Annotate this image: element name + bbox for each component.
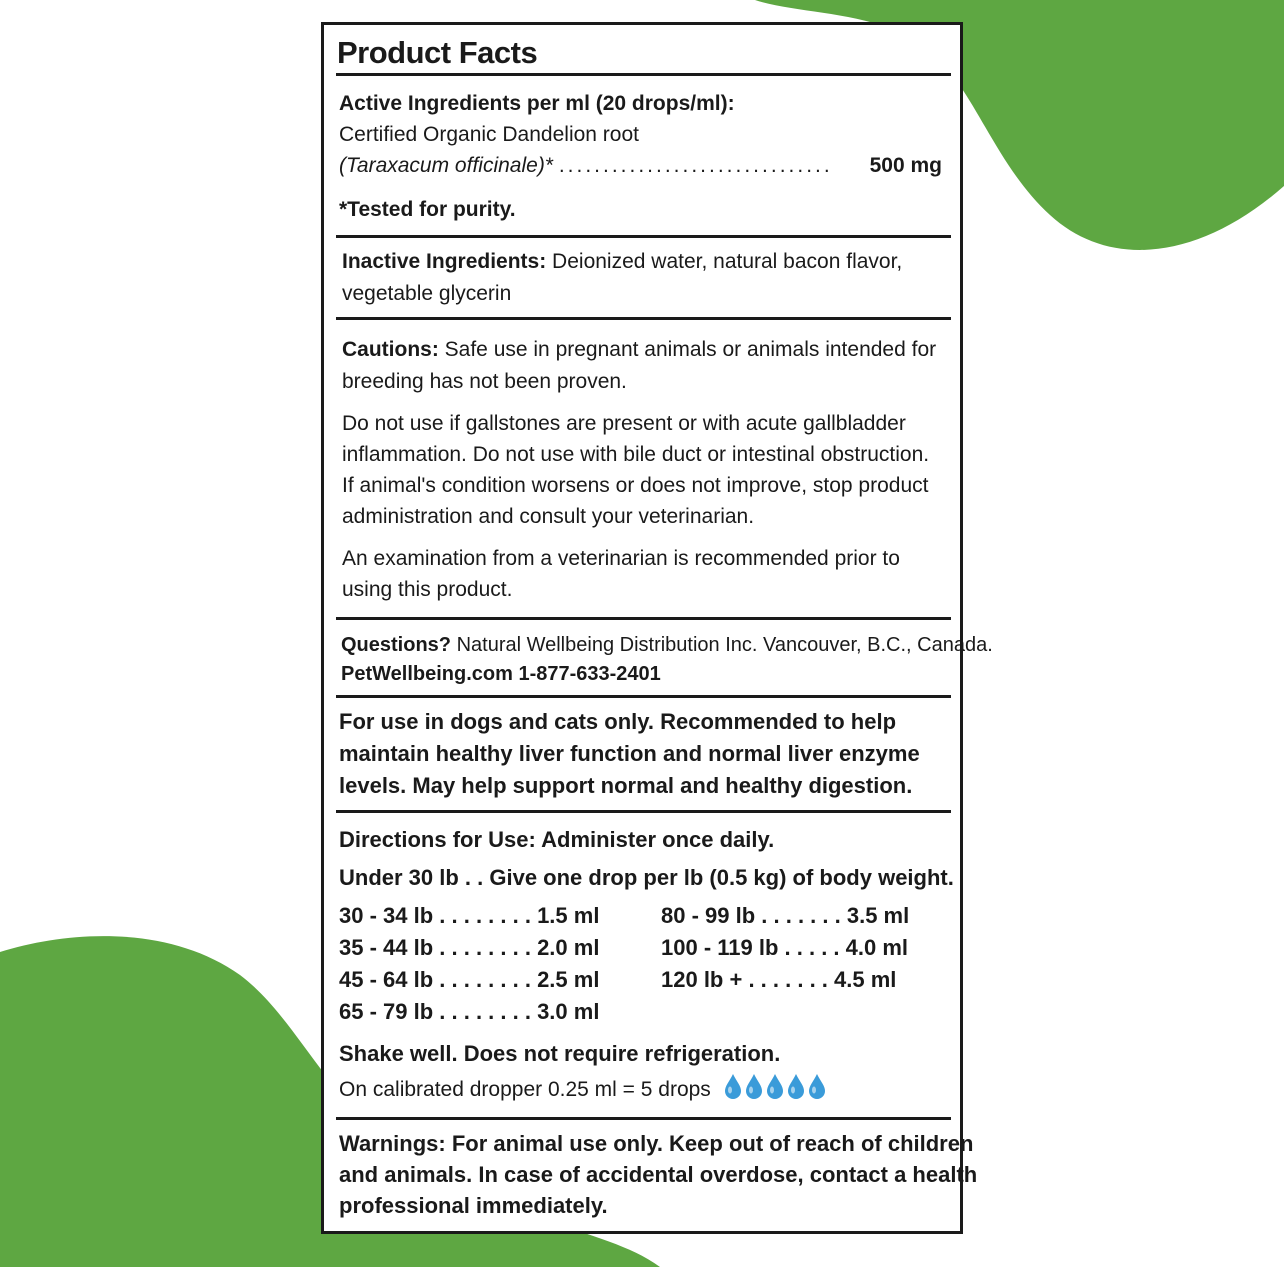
active-ingredient-name: Certified Organic Dandelion root: [339, 123, 639, 146]
cautions-p2-l2: inflammation. Do not use with bile duct or intestinal obstruction.: [342, 443, 930, 466]
divider: [336, 810, 951, 813]
leader-dots: ...............................: [558, 154, 833, 177]
cautions-p2-l4: administration and consult your veterinarian.: [342, 505, 755, 528]
use-statement-l2: maintain healthy liver function and normal liver enzyme: [339, 741, 920, 766]
cautions-text: Safe use in pregnant animals or animals intended for: [438, 338, 937, 361]
divider: [336, 695, 951, 698]
dosage-row: 80 - 99 lb . . . . . . . 3.5 ml: [661, 903, 910, 928]
directions-heading: Directions for Use: Administer once daily.: [339, 827, 775, 852]
cautions-p3-l1: An examination from a veterinarian is recommended prior to: [342, 547, 900, 570]
dosage-row: 120 lb + . . . . . . . 4.5 ml: [661, 967, 897, 992]
active-ingredient-row: [339, 153, 942, 178]
divider: [336, 235, 951, 238]
dropper-text: On calibrated dropper 0.25 ml = 5 drops: [339, 1078, 711, 1101]
active-ingredient-latin: (Taraxacum officinale)*: [339, 154, 553, 177]
dosage-row: 35 - 44 lb . . . . . . . . 2.0 ml: [339, 935, 600, 960]
divider: [336, 1117, 951, 1120]
directions-under-30: Under 30 lb . . Give one drop per lb (0.5 kg) of body weight.: [339, 865, 954, 890]
warnings-l3: professional immediately.: [339, 1193, 608, 1218]
divider: [336, 73, 951, 76]
questions-label: Questions?: [341, 634, 452, 656]
dosage-row: 30 - 34 lb . . . . . . . . 1.5 ml: [339, 903, 600, 928]
cautions-p2-l1: Do not use if gallstones are present or with acute gallbladder: [342, 412, 906, 435]
inactive-text-line2: vegetable glycerin: [342, 282, 512, 305]
inactive-ingredients: [342, 249, 902, 274]
dosage-row: 65 - 79 lb . . . . . . . . 3.0 ml: [339, 999, 600, 1024]
cautions-line2: breeding has not been proven.: [342, 370, 627, 393]
questions-line: [341, 633, 993, 658]
warnings-l2: and animals. In case of accidental overdose, contact a health: [339, 1162, 978, 1187]
product-facts-title: Product Facts: [337, 35, 538, 70]
warnings-line: [339, 1131, 973, 1156]
warnings-label: Warnings:: [339, 1131, 446, 1156]
cautions-line: [342, 337, 936, 362]
questions-text: Natural Wellbeing Distribution Inc. Vancouver, B.C., Canada.: [451, 634, 993, 656]
divider: [336, 617, 951, 620]
dosage-row: 100 - 119 lb . . . . . 4.0 ml: [661, 935, 909, 960]
active-ingredient-amount: 500 mg: [869, 154, 942, 177]
water-drop-icon: [723, 1072, 829, 1100]
contact-line: PetWellbeing.com 1-877-633-2401: [341, 663, 661, 685]
dosage-row: 45 - 64 lb . . . . . . . . 2.5 ml: [339, 967, 600, 992]
dropper-note: [339, 1072, 829, 1102]
active-ingredients-heading: Active Ingredients per ml (20 drops/ml):: [339, 92, 735, 115]
cautions-p3-l2: using this product.: [342, 578, 513, 601]
cautions-label: Cautions:: [342, 338, 439, 361]
tested-note: *Tested for purity.: [339, 198, 516, 221]
shake-note: Shake well. Does not require refrigeration.: [339, 1041, 781, 1066]
use-statement-l1: For use in dogs and cats only. Recommended to help: [339, 709, 897, 734]
divider: [336, 317, 951, 320]
product-facts-label: [321, 22, 993, 1234]
inactive-label: Inactive Ingredients:: [342, 250, 547, 273]
inactive-text: Deionized water, natural bacon flavor,: [546, 250, 903, 273]
cautions-p2-l3: If animal's condition worsens or does not improve, stop product: [342, 474, 929, 497]
use-statement-l3: levels. May help support normal and healthy digestion.: [339, 773, 913, 798]
warnings-text: For animal use only. Keep out of reach of children: [445, 1131, 974, 1156]
